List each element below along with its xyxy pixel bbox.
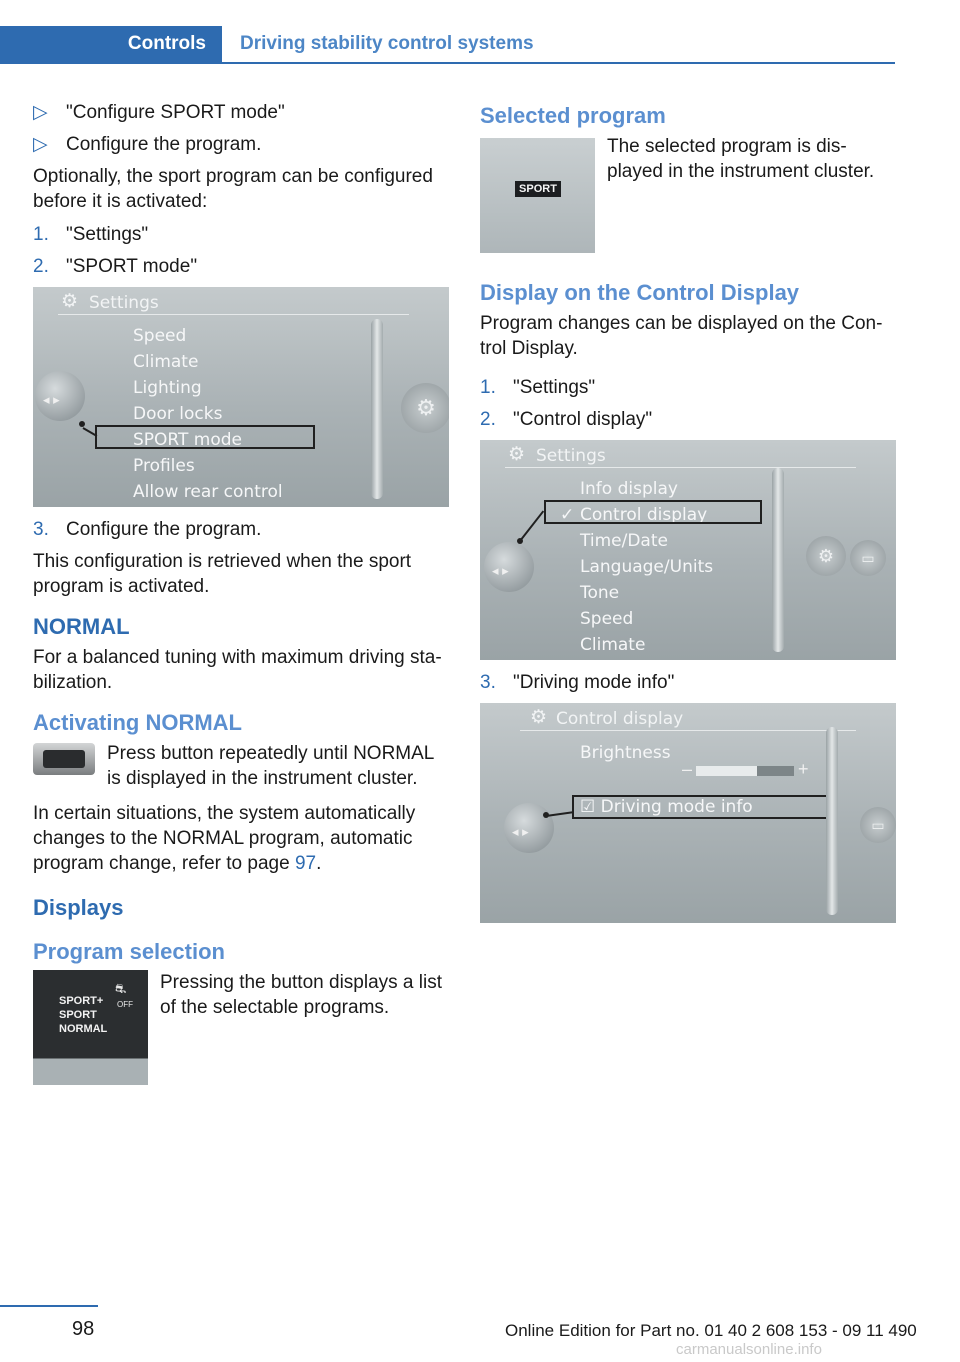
sport-badge: SPORT	[515, 181, 561, 197]
controller-knob-icon: ◂ ▸	[35, 371, 85, 421]
list-item-text: "Configure SPORT mode"	[66, 102, 285, 123]
brightness-slider	[682, 759, 809, 779]
selected-program-block	[480, 134, 896, 253]
selection-frame	[544, 500, 762, 524]
control-display-settings-image	[480, 440, 896, 660]
list-item	[33, 254, 449, 279]
right-column	[480, 100, 896, 933]
scroll-arc	[772, 468, 784, 652]
footer-rule	[0, 1305, 98, 1307]
pointer-dot	[543, 812, 549, 818]
checkmark-icon: ✓	[560, 505, 575, 525]
list-item-text: "Settings"	[513, 377, 596, 398]
scroll-arc	[371, 319, 383, 499]
pointer-dot	[79, 421, 85, 427]
scroll-arc	[826, 727, 838, 915]
program-option: SPORT	[59, 1009, 97, 1021]
program-selection-block	[33, 970, 449, 1085]
list-item	[33, 132, 449, 157]
step-number: 2.	[480, 409, 496, 430]
screen-title: Control display	[556, 709, 684, 729]
menu-item: Tone	[580, 583, 620, 603]
page-number: 98	[72, 1318, 95, 1340]
list-item-text: "Driving mode info"	[513, 672, 675, 693]
menu-item: Speed	[580, 609, 634, 629]
driving-mode-button-image	[33, 743, 95, 775]
menu-item: Info display	[580, 479, 678, 499]
driving-mode-info-screen-image	[480, 703, 896, 923]
list-item	[33, 517, 449, 542]
minus-icon: –	[682, 759, 693, 779]
step-number: 3.	[33, 519, 49, 540]
list-item-text: Configure the program.	[66, 519, 262, 540]
triangle-bullet-icon: ▷	[33, 134, 48, 155]
list-item	[480, 670, 896, 695]
settings-menu	[133, 323, 283, 505]
screen-title: Settings	[536, 446, 606, 466]
activating-block	[33, 741, 449, 791]
option-label: Driving mode info	[600, 797, 753, 817]
gear-icon: ⚙	[530, 707, 548, 728]
screen-title: Settings	[89, 293, 159, 313]
subheading-selected-program: Selected program	[480, 103, 666, 128]
left-column	[33, 100, 449, 1093]
page-reference-link[interactable]: 97	[294, 853, 317, 874]
menu-item: Time/Date	[580, 531, 668, 551]
list-item-text: Configure the program.	[66, 134, 262, 155]
gear-icon: ⚙	[61, 291, 79, 312]
program-option: SPORT+	[59, 995, 104, 1007]
menu-item-label: Control display	[580, 505, 708, 525]
list-item-text: "Control display"	[513, 409, 653, 430]
step-number: 2.	[33, 256, 49, 277]
watermark: carmanualsonline.info	[676, 1341, 822, 1358]
pointer-dot	[517, 538, 523, 544]
header-chapter-title[interactable]: Driving stability control systems	[240, 33, 534, 54]
triangle-bullet-icon: ▷	[33, 102, 48, 123]
off-label: OFF	[117, 1000, 133, 1009]
paragraph-text: .	[316, 853, 322, 874]
divider	[505, 467, 856, 468]
subheading-control-display: Display on the Control Display	[480, 280, 800, 305]
paragraph: Optionally, the sport program can be configured before it is activated:	[33, 166, 433, 212]
controller-knob-icon: ◂ ▸	[504, 803, 554, 853]
menu-item: Climate	[580, 635, 646, 655]
menu-item: Climate	[133, 352, 199, 372]
paragraph: Program changes can be displayed on the Con-trol Display.	[480, 313, 883, 359]
plus-icon: +	[798, 759, 809, 779]
program-selection-text: Pressing the button displays a list of the selectable programs.	[160, 972, 442, 1018]
pointer-line	[546, 811, 574, 817]
gear-icon: ⚙	[508, 444, 526, 465]
section-heading-normal: NORMAL	[33, 614, 130, 639]
step-number: 1.	[33, 224, 49, 245]
step-number: 3.	[480, 672, 496, 693]
paragraph	[33, 801, 449, 876]
step-number: 1.	[480, 377, 496, 398]
subheading-program-selection: Program selection	[33, 939, 225, 964]
program-option: NORMAL	[59, 1023, 108, 1035]
paragraph: For a balanced tuning with maximum driving sta-bilization.	[33, 647, 442, 693]
list-item	[33, 100, 449, 125]
settings-dial-icon: ⚙	[806, 536, 846, 576]
controller-knob-icon: ◂ ▸	[484, 542, 534, 592]
instrument-cluster-image	[480, 138, 595, 253]
selection-frame	[572, 795, 832, 819]
section-heading-displays: Displays	[33, 895, 124, 920]
brightness-label: Brightness	[580, 743, 671, 763]
header-section-tab[interactable]: Controls	[0, 26, 222, 62]
menu-item: Door locks	[133, 404, 223, 424]
settings-dial-icon: ⚙	[401, 383, 449, 433]
page-header	[0, 26, 895, 64]
list-item	[33, 222, 449, 247]
slider-fill	[696, 766, 757, 776]
slider-track	[696, 766, 794, 776]
list-item	[480, 375, 896, 400]
display-dial-icon: ▭	[860, 807, 896, 843]
display-dial-icon: ▭	[850, 540, 886, 576]
menu-item: Lighting	[133, 378, 202, 398]
pointer-line	[519, 510, 544, 541]
checkbox-checked-icon: ☑	[580, 797, 596, 817]
selected-program-text: The selected program is dis-played in the instrument cluster.	[607, 136, 875, 182]
divider	[58, 314, 409, 315]
menu-item: Language/Units	[580, 557, 714, 577]
divider	[520, 730, 856, 731]
traction-off-icon: ⛐	[115, 981, 127, 996]
edition-note: Online Edition for Part no. 01 40 2 608 153 - 09 11 490	[505, 1321, 917, 1340]
menu-item-selected: SPORT mode	[133, 430, 242, 450]
selection-frame	[95, 425, 315, 449]
settings-screen-image	[33, 287, 449, 507]
paragraph: This configuration is retrieved when the sport program is activated.	[33, 551, 412, 597]
rocker-switch-icon	[43, 750, 85, 768]
activating-text: Press button repeatedly until NORMAL is displayed in the instrument cluster.	[107, 743, 434, 789]
menu-item: Speed	[133, 326, 187, 346]
list-item-text: "Settings"	[66, 224, 149, 245]
menu-item: Allow rear control	[133, 482, 283, 502]
menu-item: Profiles	[133, 456, 195, 476]
list-item	[480, 407, 896, 432]
program-list-image	[33, 970, 148, 1085]
subheading-activating-normal: Activating NORMAL	[33, 710, 242, 735]
list-item-text: "SPORT mode"	[66, 256, 198, 277]
paragraph-text: In certain situations, the system automatically changes to the NORMAL program, automatic program change, refer to page	[33, 803, 416, 874]
